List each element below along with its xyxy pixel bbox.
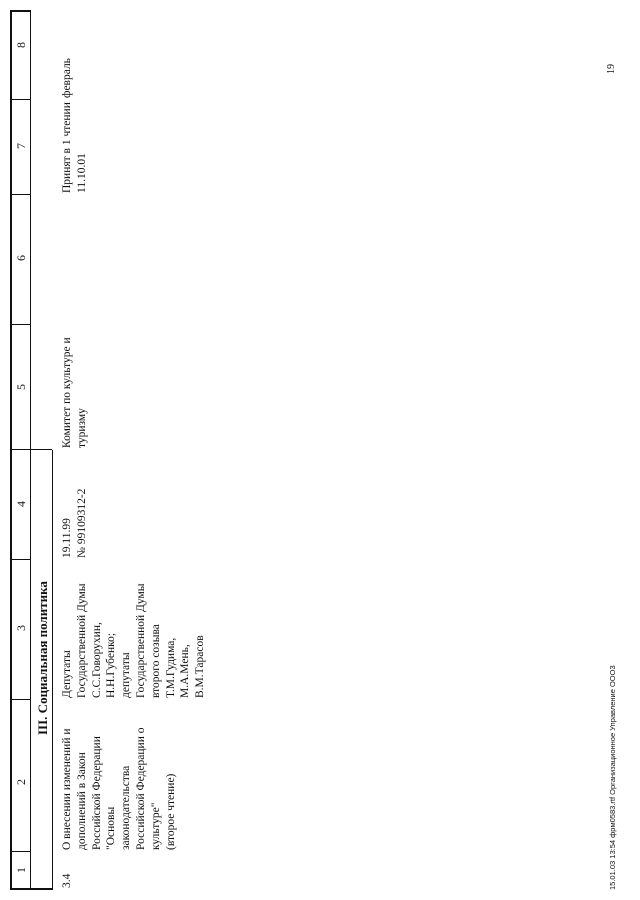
page-number: 19 [606, 64, 617, 74]
column-number-2: 2 [14, 779, 28, 785]
row-reading-status: Принят в 1 чтении 11.10.01 [61, 102, 88, 193]
column-separator [10, 449, 52, 450]
table-right-border [10, 10, 30, 12]
row-planned-month: февраль [61, 58, 73, 98]
column-number-6: 6 [14, 255, 28, 261]
column-separator [10, 99, 30, 100]
document-footer: 15.01.03 13:54 фрм0583.rtf Организационное Управление ООО3 [608, 665, 617, 890]
column-number-1: 1 [14, 867, 28, 873]
column-separator [10, 559, 30, 560]
section-title: III. Социальная политика [35, 581, 50, 735]
row-bill-authors: Депутаты Государственной Думы С.С.Говорухин, Н.Н.Губенко; депутаты Государственной Думы второго созыва Т.М.Гудима, М.А.Мень, В.М.Тарасов [61, 583, 207, 698]
row-bill-title: О внесении изменений и дополнений в Закон Российской Федерации "Основы законодательства Российской Федерации о культуре" (второе чтение) [61, 727, 177, 850]
row-committee: Комитет по культуре и туризму [61, 337, 88, 448]
column-number-7: 7 [14, 143, 28, 149]
column-number-3: 3 [14, 625, 28, 631]
column-separator [10, 699, 30, 700]
header-row-bottom-border [30, 10, 31, 890]
column-number-8: 8 [14, 42, 28, 48]
section-row-bottom-border [52, 450, 53, 890]
table-top-border [10, 10, 12, 890]
column-separator [10, 324, 30, 325]
row-date-and-number: 19.11.99 № 99109312-2 [61, 488, 88, 558]
column-number-4: 4 [14, 501, 28, 507]
column-number-5: 5 [14, 384, 28, 390]
column-separator [10, 194, 30, 195]
table-left-border [10, 888, 52, 890]
row-number: 3.4 [61, 873, 73, 888]
column-separator [10, 851, 30, 852]
